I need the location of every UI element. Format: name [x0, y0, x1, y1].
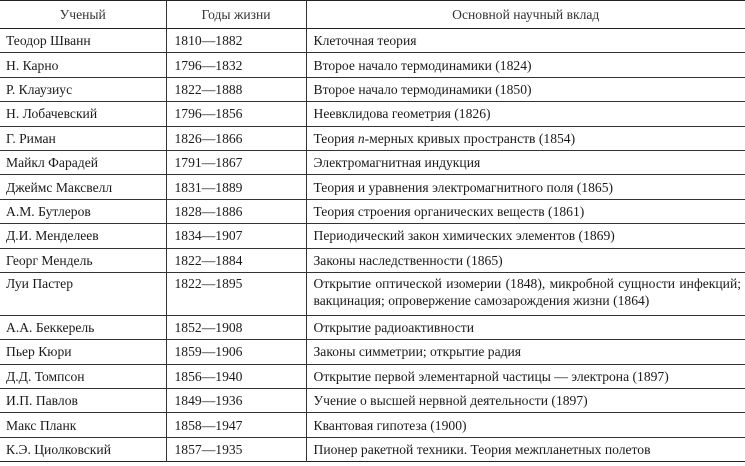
header-contribution: Основной научный вклад — [306, 1, 745, 29]
scientist-name: Н. Лобачевский — [6, 106, 98, 122]
life-years: 1834—1907 — [166, 224, 306, 248]
scientific-contribution: Теория строения органических веществ (1861) — [306, 199, 745, 223]
table-row — [0, 413, 745, 437]
scientific-contribution: Учение о высшей нервной деятельности (1897) — [306, 389, 745, 413]
life-years: 1828—1886 — [166, 199, 306, 223]
scientific-contribution: Неевклидова геометрия (1826) — [306, 102, 745, 126]
contribution-italic-n: n — [357, 130, 365, 146]
scientific-contribution: Теория и уравнения электромагнитного поля (1865) — [306, 175, 745, 199]
table-row — [0, 389, 745, 413]
header-scientist: Ученый — [59, 6, 106, 22]
scientific-contribution — [306, 126, 745, 150]
scientist-name: Джеймс Максвелл — [6, 179, 113, 195]
scientific-contribution: Электромагнитная индукция — [306, 150, 745, 174]
scientist-name: Георг Мендель — [6, 252, 93, 268]
scientific-contribution: Открытие радиоактивности — [306, 315, 745, 339]
scientist-name: К.Э. Циолковский — [6, 442, 111, 458]
table-row — [0, 199, 745, 223]
scientist-name: Пьер Кюри — [6, 344, 72, 360]
life-years: 1822—1895 — [166, 272, 306, 315]
scientist-name: Р. Клаузиус — [6, 81, 73, 97]
scientist-name: А.А. Беккерель — [6, 320, 95, 336]
life-years: 1810—1882 — [166, 29, 306, 53]
table-row — [0, 248, 745, 272]
scientist-name: Д.Д. Томпсон — [6, 368, 85, 384]
scientific-contribution: Открытие оптической изомерии (1848), микробной сущности инфекций; вакцинация; опровержение самозарождения жизни (1864) — [306, 272, 745, 315]
table-row — [0, 126, 745, 150]
life-years: 1791—1867 — [166, 150, 306, 174]
scientific-contribution: Второе начало термодинамики (1850) — [306, 77, 745, 101]
scientist-name: Д.И. Менделеев — [6, 228, 99, 244]
life-years: 1831—1889 — [166, 175, 306, 199]
scientific-contribution: Клеточная теория — [306, 29, 745, 53]
scientist-name: А.М. Бутлеров — [6, 203, 91, 219]
scientific-contribution: Квантовая гипотеза (1900) — [306, 413, 745, 437]
life-years: 1822—1884 — [166, 248, 306, 272]
table-row — [0, 150, 745, 174]
table-row — [0, 364, 745, 388]
table-row — [0, 340, 745, 364]
scientist-name: Майкл Фарадей — [6, 155, 99, 171]
life-years: 1852—1908 — [166, 315, 306, 339]
table-row — [0, 224, 745, 248]
life-years: 1856—1940 — [166, 364, 306, 388]
contribution-text-post: -мерных кривых пространств (1854) — [364, 130, 576, 146]
life-years: 1859—1906 — [166, 340, 306, 364]
scientific-contribution: Периодический закон химических элементов (1869) — [306, 224, 745, 248]
life-years: 1796—1832 — [166, 53, 306, 77]
life-years: 1857—1935 — [166, 437, 306, 461]
life-years: 1822—1888 — [166, 77, 306, 101]
table-row — [0, 175, 745, 199]
table-row — [0, 29, 745, 53]
table-header — [0, 1, 745, 29]
scientist-name: Н. Карно — [6, 57, 59, 73]
life-years: 1826—1866 — [166, 126, 306, 150]
scientist-name: Теодор Шванн — [6, 33, 91, 49]
life-years: 1796—1856 — [166, 102, 306, 126]
life-years: 1849—1936 — [166, 389, 306, 413]
table-row — [0, 272, 745, 315]
scientist-name: И.П. Павлов — [6, 393, 78, 409]
header-years: Годы жизни — [166, 1, 306, 29]
scientific-contribution: Пионер ракетной техники. Теория межпланетных полетов — [306, 437, 745, 461]
table-row — [0, 77, 745, 101]
header-row — [0, 1, 745, 29]
scientist-name: Луи Пастер — [6, 275, 74, 291]
table-row — [0, 53, 745, 77]
scientist-name: Макс Планк — [6, 417, 77, 433]
scientific-contribution: Второе начало термодинамики (1824) — [306, 53, 745, 77]
table-row — [0, 437, 745, 461]
scientist-name: Г. Риман — [6, 130, 56, 146]
scientific-contribution: Законы наследственности (1865) — [306, 248, 745, 272]
scientific-contribution: Открытие первой элементарной частицы — электрона (1897) — [306, 364, 745, 388]
table-row — [0, 102, 745, 126]
life-years: 1858—1947 — [166, 413, 306, 437]
table-body — [0, 29, 745, 462]
table-row — [0, 315, 745, 339]
contribution-text-pre: Теория — [313, 130, 358, 146]
scientific-contribution: Законы симметрии; открытие радия — [306, 340, 745, 364]
